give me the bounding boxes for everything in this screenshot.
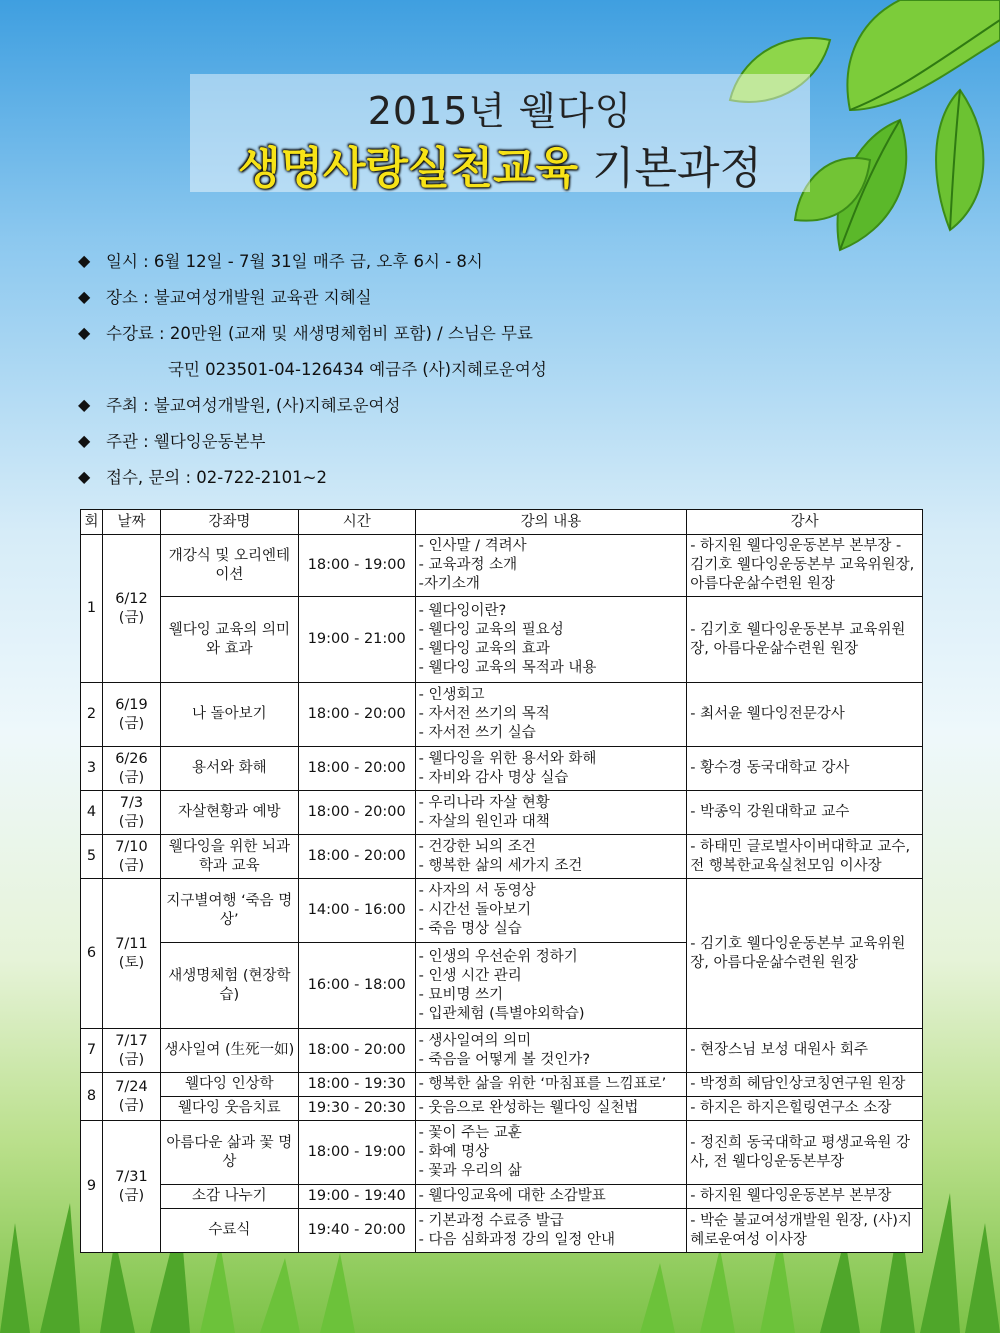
- header-content: 강의 내용: [415, 510, 687, 535]
- row-time: 19:30 - 20:30: [298, 1097, 415, 1121]
- row-lecturer: - 하지원 웰다잉운동본부 본부장 - 김기호 웰다잉운동본부 교육위원장, 아름다운삶수련원 원장: [687, 535, 923, 597]
- row-content: - 웰다잉을 위한 용서와 화해 - 자비와 감사 명상 실습: [415, 747, 687, 791]
- table-row: [81, 1073, 923, 1097]
- row-content: - 기본과정 수료증 발급 - 다음 심화과정 강의 일정 안내: [415, 1209, 687, 1253]
- row-content: - 꽃이 주는 교훈 - 화예 명상 - 꽃과 우리의 삶: [415, 1121, 687, 1185]
- row-date: 7/11 (토): [102, 879, 160, 1029]
- info-date: ◆ 일시 : 6월 12일 - 7월 31일 매주 금, 오후 6시 - 8시: [78, 250, 483, 271]
- row-no: 1: [81, 535, 103, 683]
- info-fee: ◆ 수강료 : 20만원 (교재 및 새생명체험비 포함) / 스님은 무료: [78, 322, 533, 343]
- diamond-bullet-icon: ◆: [78, 322, 91, 342]
- row-content: - 인생의 우선순위 정하기 - 인생 시간 관리 - 묘비명 쓰기 - 입관체험 (특별야외학습): [415, 943, 687, 1029]
- table-row: [81, 747, 923, 791]
- row-content: - 생사일여의 의미 - 죽음을 어떻게 볼 것인가?: [415, 1029, 687, 1073]
- diamond-bullet-icon: ◆: [78, 394, 91, 414]
- row-lecturer: - 정진희 동국대학교 평생교육원 강사, 전 웰다잉운동본부장: [687, 1121, 923, 1185]
- row-lecturer: - 박종익 강원대학교 교수: [687, 791, 923, 835]
- row-title: 소감 나누기: [160, 1185, 298, 1209]
- info-host: ◆ 주최 : 불교여성개발원, (사)지혜로운여성: [78, 394, 401, 415]
- table-row: [81, 597, 923, 683]
- row-title: 아름다운 삶과 꽃 명상: [160, 1121, 298, 1185]
- row-no: 6: [81, 879, 103, 1029]
- page-title: [0, 132, 1000, 196]
- table-row: [81, 1097, 923, 1121]
- row-title: 웰다잉 인상학: [160, 1073, 298, 1097]
- row-date: 6/12 (금): [102, 535, 160, 683]
- row-time: 18:00 - 20:00: [298, 683, 415, 747]
- row-time: 18:00 - 20:00: [298, 791, 415, 835]
- row-title: 자살현황과 예방: [160, 791, 298, 835]
- row-time: 18:00 - 20:00: [298, 1029, 415, 1073]
- row-title: 웰다잉을 위한 뇌과학과 교육: [160, 835, 298, 879]
- row-title: 용서와 화해: [160, 747, 298, 791]
- row-date: 7/3 (금): [102, 791, 160, 835]
- row-lecturer: - 하태민 글로벌사이버대학교 교수, 전 행복한교육실천모임 이사장: [687, 835, 923, 879]
- table-row: [81, 879, 923, 943]
- row-content: - 우리나라 자살 현황 - 자살의 원인과 대책: [415, 791, 687, 835]
- info-organizer: ◆ 주관 : 웰다잉운동본부: [78, 430, 266, 451]
- row-lecturer: - 하지원 웰다잉운동본부 본부장: [687, 1185, 923, 1209]
- row-title: 웰다잉 웃음치료: [160, 1097, 298, 1121]
- row-time: 19:40 - 20:00: [298, 1209, 415, 1253]
- diamond-bullet-icon: ◆: [78, 286, 91, 306]
- row-lecturer: - 황수경 동국대학교 강사: [687, 747, 923, 791]
- table-header-row: [81, 510, 923, 535]
- row-time: 19:00 - 21:00: [298, 597, 415, 683]
- row-title: 나 돌아보기: [160, 683, 298, 747]
- event-info: [78, 242, 838, 494]
- row-no: 3: [81, 747, 103, 791]
- row-date: 6/26 (금): [102, 747, 160, 791]
- header-title: 강좌명: [160, 510, 298, 535]
- row-content: - 건강한 뇌의 조건 - 행복한 삶의 세가지 조건: [415, 835, 687, 879]
- info-account: 국민 023501-04-126434 예금주 (사)지혜로운여성: [168, 360, 547, 379]
- row-content: - 웰다잉교육에 대한 소감발표: [415, 1185, 687, 1209]
- table-row: [81, 683, 923, 747]
- row-no: 8: [81, 1073, 103, 1121]
- title-highlight: 생명사랑실천교육: [237, 143, 578, 194]
- row-no: 5: [81, 835, 103, 879]
- diamond-bullet-icon: ◆: [78, 430, 91, 450]
- row-lecturer: - 김기호 웰다잉운동본부 교육위원장, 아름다운삶수련원 원장: [687, 879, 923, 1029]
- row-lecturer: - 하지은 하지은힐링연구소 소장: [687, 1097, 923, 1121]
- row-date: 7/24 (금): [102, 1073, 160, 1121]
- diamond-bullet-icon: ◆: [78, 466, 91, 486]
- row-date: 6/19 (금): [102, 683, 160, 747]
- row-title: 웰다잉 교육의 의미와 효과: [160, 597, 298, 683]
- row-content: - 웃음으로 완성하는 웰다잉 실천법: [415, 1097, 687, 1121]
- row-date: 7/31 (금): [102, 1121, 160, 1253]
- row-lecturer: - 김기호 웰다잉운동본부 교육위원장, 아름다운삶수련원 원장: [687, 597, 923, 683]
- row-content: - 사자의 서 동영상 - 시간선 돌아보기 - 죽음 명상 실습: [415, 879, 687, 943]
- table-row: [81, 791, 923, 835]
- row-title: 수료식: [160, 1209, 298, 1253]
- row-no: 7: [81, 1029, 103, 1073]
- row-time: 18:00 - 19:30: [298, 1073, 415, 1097]
- table-row: [81, 1029, 923, 1073]
- row-lecturer: - 박정희 헤담인상코칭연구원 원장: [687, 1073, 923, 1097]
- row-content: - 인생회고 - 자서전 쓰기의 목적 - 자서전 쓰기 실습: [415, 683, 687, 747]
- row-content: - 웰다잉이란? - 웰다잉 교육의 필요성 - 웰다잉 교육의 효과 - 웰다잉 교육의 목적과 내용: [415, 597, 687, 683]
- header-time: 시간: [298, 510, 415, 535]
- row-time: 18:00 - 19:00: [298, 1121, 415, 1185]
- row-title: 개강식 및 오리엔테이션: [160, 535, 298, 597]
- page-subtitle-year: 2015년 웰다잉: [367, 89, 633, 133]
- row-date: 7/17 (금): [102, 1029, 160, 1073]
- table-row: [81, 835, 923, 879]
- info-place: ◆ 장소 : 불교여성개발원 교육관 지혜실: [78, 286, 372, 307]
- row-lecturer: - 현장스님 보성 대원사 회주: [687, 1029, 923, 1073]
- row-lecturer: - 최서윤 웰다잉전문강사: [687, 683, 923, 747]
- table-row: [81, 1209, 923, 1253]
- row-time: 19:00 - 19:40: [298, 1185, 415, 1209]
- row-no: 2: [81, 683, 103, 747]
- row-title: 지구별여행 ‘죽음 명상’: [160, 879, 298, 943]
- row-lecturer: - 박순 불교여성개발원 원장, (사)지혜로운여성 이사장: [687, 1209, 923, 1253]
- info-contact: ◆ 접수, 문의 : 02-722-2101~2: [78, 466, 328, 487]
- table-row: [81, 535, 923, 597]
- row-time: 18:00 - 20:00: [298, 747, 415, 791]
- row-no: 9: [81, 1121, 103, 1253]
- schedule-table: [80, 509, 923, 1253]
- title-rest: 기본과정: [578, 143, 763, 194]
- row-title: 생사일여 (生死一如): [160, 1029, 298, 1073]
- diamond-bullet-icon: ◆: [78, 250, 91, 270]
- row-time: 18:00 - 20:00: [298, 835, 415, 879]
- header-date: 날짜: [102, 510, 160, 535]
- row-date: 7/10 (금): [102, 835, 160, 879]
- table-row: [81, 1121, 923, 1185]
- row-content: - 행복한 삶을 위한 ‘마침표를 느낌표로’: [415, 1073, 687, 1097]
- table-row: [81, 1185, 923, 1209]
- row-no: 4: [81, 791, 103, 835]
- header-lecturer: 강사: [687, 510, 923, 535]
- row-time: 16:00 - 18:00: [298, 943, 415, 1029]
- row-time: 18:00 - 19:00: [298, 535, 415, 597]
- row-content: - 인사말 / 격려사 - 교육과정 소개 -자기소개: [415, 535, 687, 597]
- header-no: 회: [81, 510, 103, 535]
- row-title: 새생명체험 (현장학습): [160, 943, 298, 1029]
- row-time: 14:00 - 16:00: [298, 879, 415, 943]
